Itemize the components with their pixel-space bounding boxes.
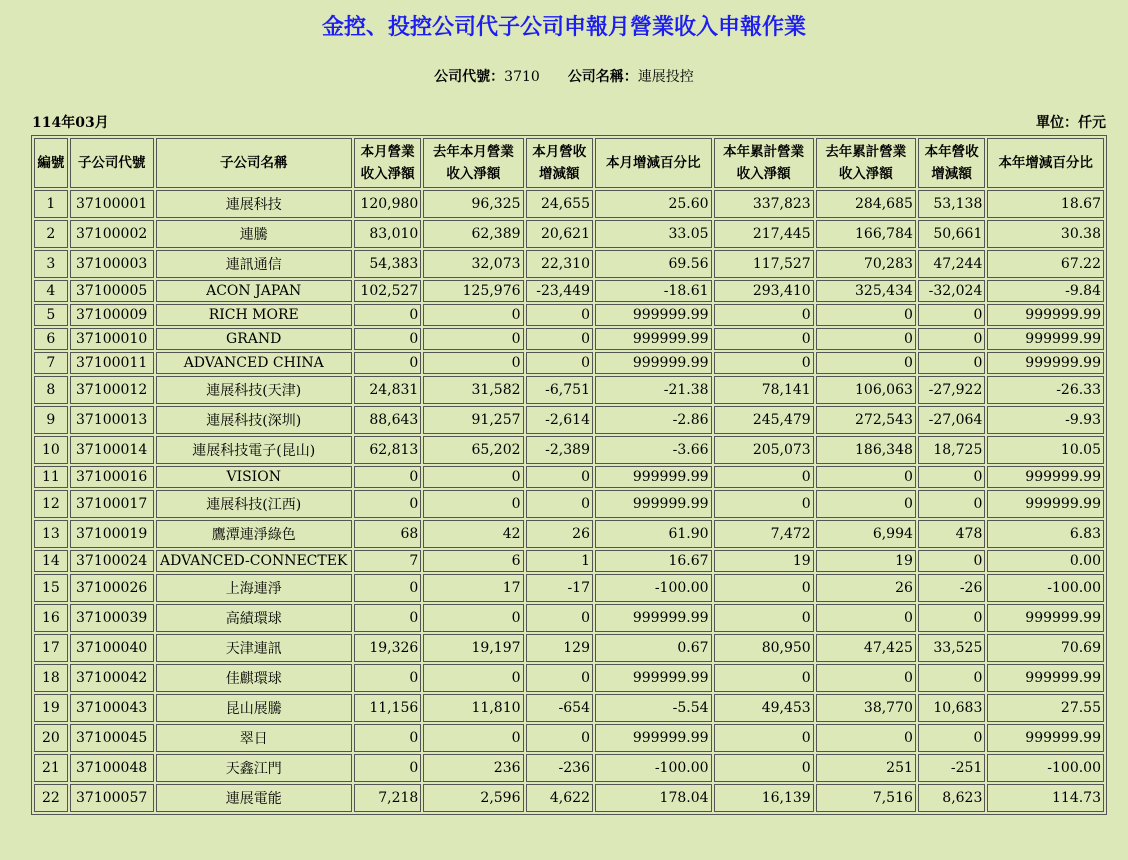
last-ytd-revenue-cell: 0 bbox=[816, 490, 916, 518]
month-change-pct-cell: 25.60 bbox=[595, 190, 712, 218]
ytd-revenue-cell: 0 bbox=[714, 304, 814, 326]
ytd-change-pct-cell: 30.38 bbox=[987, 220, 1104, 248]
ytd-change-pct-cell: -100.00 bbox=[987, 574, 1104, 602]
sub-code-cell: 37100017 bbox=[70, 490, 154, 518]
sub-name-cell: 連展電能 bbox=[156, 784, 352, 812]
ytd-change-cell: 18,725 bbox=[918, 436, 985, 464]
month-change-cell: 0 bbox=[526, 328, 593, 350]
ytd-revenue-cell: 0 bbox=[714, 352, 814, 374]
ytd-change-pct-cell: 114.73 bbox=[987, 784, 1104, 812]
sub-code-cell: 37100002 bbox=[70, 220, 154, 248]
month-change-cell: 129 bbox=[526, 634, 593, 662]
ytd-change-pct-cell: 27.55 bbox=[987, 694, 1104, 722]
last-ytd-revenue-cell: 0 bbox=[816, 328, 916, 350]
ytd-change-cell: -27,064 bbox=[918, 406, 985, 434]
last-year-month-revenue-cell: 62,389 bbox=[423, 220, 523, 248]
last-ytd-revenue-cell: 0 bbox=[816, 664, 916, 692]
last-ytd-revenue-cell: 70,283 bbox=[816, 250, 916, 278]
company-code: 3710 bbox=[504, 69, 540, 85]
ytd-change-cell: 0 bbox=[918, 550, 985, 572]
ytd-change-pct-cell: -26.33 bbox=[987, 376, 1104, 404]
sub-name-cell: 上海連淨 bbox=[156, 574, 352, 602]
sub-code-cell: 37100057 bbox=[70, 784, 154, 812]
ytd-change-pct-cell: 10.05 bbox=[987, 436, 1104, 464]
sub-name-cell: 昆山展騰 bbox=[156, 694, 352, 722]
month-change-pct-cell: 999999.99 bbox=[595, 664, 712, 692]
sub-code-cell: 37100024 bbox=[70, 550, 154, 572]
ytd-change-pct-cell: 999999.99 bbox=[987, 664, 1104, 692]
sub-name-cell: RICH MORE bbox=[156, 304, 352, 326]
month-revenue-cell: 0 bbox=[354, 754, 421, 782]
header-last-ytd-revenue: 去年累計營業 收入淨額 bbox=[816, 138, 916, 188]
last-ytd-revenue-cell: 106,063 bbox=[816, 376, 916, 404]
month-change-pct-cell: -100.00 bbox=[595, 754, 712, 782]
ytd-revenue-cell: 80,950 bbox=[714, 634, 814, 662]
table-row bbox=[34, 520, 1104, 548]
month-change-cell: 1 bbox=[526, 550, 593, 572]
last-year-month-revenue-cell: 31,582 bbox=[423, 376, 523, 404]
ytd-revenue-cell: 78,141 bbox=[714, 376, 814, 404]
table-row bbox=[34, 724, 1104, 752]
ytd-change-pct-cell: 999999.99 bbox=[987, 466, 1104, 488]
table-row bbox=[34, 352, 1104, 374]
month-change-cell: 0 bbox=[526, 604, 593, 632]
ytd-revenue-cell: 49,453 bbox=[714, 694, 814, 722]
sub-code-cell: 37100042 bbox=[70, 664, 154, 692]
ytd-revenue-cell: 293,410 bbox=[714, 280, 814, 302]
row-index-cell: 8 bbox=[34, 376, 68, 404]
sub-name-cell: ACON JAPAN bbox=[156, 280, 352, 302]
month-revenue-cell: 0 bbox=[354, 466, 421, 488]
header-month-revenue: 本月營業 收入淨額 bbox=[354, 138, 421, 188]
month-change-cell: 0 bbox=[526, 724, 593, 752]
month-change-cell: 0 bbox=[526, 664, 593, 692]
ytd-revenue-cell: 0 bbox=[714, 328, 814, 350]
sub-code-cell: 37100012 bbox=[70, 376, 154, 404]
ytd-change-pct-cell: 999999.99 bbox=[987, 604, 1104, 632]
table-row bbox=[34, 694, 1104, 722]
ytd-revenue-cell: 117,527 bbox=[714, 250, 814, 278]
sub-code-cell: 37100040 bbox=[70, 634, 154, 662]
row-index-cell: 13 bbox=[34, 520, 68, 548]
sub-code-cell: 37100001 bbox=[70, 190, 154, 218]
ytd-change-pct-cell: 999999.99 bbox=[987, 328, 1104, 350]
table-row bbox=[34, 784, 1104, 812]
sub-code-cell: 37100011 bbox=[70, 352, 154, 374]
row-index-cell: 9 bbox=[34, 406, 68, 434]
month-change-pct-cell: -2.86 bbox=[595, 406, 712, 434]
table-row bbox=[34, 490, 1104, 518]
row-index-cell: 4 bbox=[34, 280, 68, 302]
sub-name-cell: 連展科技(深圳) bbox=[156, 406, 352, 434]
month-change-pct-cell: 999999.99 bbox=[595, 604, 712, 632]
last-ytd-revenue-cell: 0 bbox=[816, 304, 916, 326]
sub-code-cell: 37100014 bbox=[70, 436, 154, 464]
row-index-cell: 17 bbox=[34, 634, 68, 662]
ytd-revenue-cell: 16,139 bbox=[714, 784, 814, 812]
ytd-change-cell: 10,683 bbox=[918, 694, 985, 722]
sub-name-cell: 連展科技 bbox=[156, 190, 352, 218]
sub-name-cell: 連展科技(天津) bbox=[156, 376, 352, 404]
ytd-change-cell: 33,525 bbox=[918, 634, 985, 662]
company-name: 連展投控 bbox=[637, 69, 694, 85]
last-year-month-revenue-cell: 91,257 bbox=[423, 406, 523, 434]
table-row bbox=[34, 250, 1104, 278]
month-change-pct-cell: 33.05 bbox=[595, 220, 712, 248]
last-ytd-revenue-cell: 47,425 bbox=[816, 634, 916, 662]
table-row bbox=[34, 304, 1104, 326]
ytd-change-pct-cell: -100.00 bbox=[987, 754, 1104, 782]
ytd-change-pct-cell: 0.00 bbox=[987, 550, 1104, 572]
last-ytd-revenue-cell: 186,348 bbox=[816, 436, 916, 464]
ytd-revenue-cell: 0 bbox=[714, 490, 814, 518]
last-year-month-revenue-cell: 32,073 bbox=[423, 250, 523, 278]
month-change-cell: 20,621 bbox=[526, 220, 593, 248]
row-index-cell: 1 bbox=[34, 190, 68, 218]
sub-code-cell: 37100043 bbox=[70, 694, 154, 722]
table-row bbox=[34, 550, 1104, 572]
last-ytd-revenue-cell: 166,784 bbox=[816, 220, 916, 248]
last-ytd-revenue-cell: 6,994 bbox=[816, 520, 916, 548]
month-change-pct-cell: -21.38 bbox=[595, 376, 712, 404]
sub-name-cell: 鷹潭連淨綠色 bbox=[156, 520, 352, 548]
ytd-change-cell: -32,024 bbox=[918, 280, 985, 302]
table-row bbox=[34, 220, 1104, 248]
ytd-revenue-cell: 7,472 bbox=[714, 520, 814, 548]
sub-code-cell: 37100016 bbox=[70, 466, 154, 488]
ytd-change-cell: -26 bbox=[918, 574, 985, 602]
month-change-pct-cell: -3.66 bbox=[595, 436, 712, 464]
ytd-change-pct-cell: 999999.99 bbox=[987, 304, 1104, 326]
row-index-cell: 22 bbox=[34, 784, 68, 812]
table-row bbox=[34, 406, 1104, 434]
last-year-month-revenue-cell: 236 bbox=[423, 754, 523, 782]
month-change-cell: -2,389 bbox=[526, 436, 593, 464]
header-sub-name: 子公司名稱 bbox=[156, 138, 352, 188]
month-revenue-cell: 0 bbox=[354, 604, 421, 632]
last-ytd-revenue-cell: 325,434 bbox=[816, 280, 916, 302]
month-change-cell: 0 bbox=[526, 466, 593, 488]
month-change-pct-cell: 61.90 bbox=[595, 520, 712, 548]
month-change-pct-cell: 999999.99 bbox=[595, 352, 712, 374]
last-ytd-revenue-cell: 19 bbox=[816, 550, 916, 572]
last-ytd-revenue-cell: 7,516 bbox=[816, 784, 916, 812]
month-revenue-cell: 83,010 bbox=[354, 220, 421, 248]
row-index-cell: 15 bbox=[34, 574, 68, 602]
sub-code-cell: 37100045 bbox=[70, 724, 154, 752]
sub-code-cell: 37100026 bbox=[70, 574, 154, 602]
sub-code-cell: 37100003 bbox=[70, 250, 154, 278]
sub-name-cell: 連展科技(江西) bbox=[156, 490, 352, 518]
page-title: 金控、投控公司代子公司申報月營業收入申報作業 bbox=[321, 15, 806, 40]
row-index-cell: 19 bbox=[34, 694, 68, 722]
row-index-cell: 6 bbox=[34, 328, 68, 350]
last-ytd-revenue-cell: 0 bbox=[816, 466, 916, 488]
row-index-cell: 18 bbox=[34, 664, 68, 692]
last-year-month-revenue-cell: 0 bbox=[423, 490, 523, 518]
month-revenue-cell: 19,326 bbox=[354, 634, 421, 662]
header-last-year-month-revenue: 去年本月營業 收入淨額 bbox=[423, 138, 523, 188]
month-revenue-cell: 24,831 bbox=[354, 376, 421, 404]
month-change-cell: 0 bbox=[526, 490, 593, 518]
table-row bbox=[34, 190, 1104, 218]
last-year-month-revenue-cell: 125,976 bbox=[423, 280, 523, 302]
last-ytd-revenue-cell: 38,770 bbox=[816, 694, 916, 722]
month-change-pct-cell: -18.61 bbox=[595, 280, 712, 302]
sub-name-cell: 天津連訊 bbox=[156, 634, 352, 662]
ytd-change-cell: -251 bbox=[918, 754, 985, 782]
row-index-cell: 21 bbox=[34, 754, 68, 782]
table-row bbox=[34, 436, 1104, 464]
row-index-cell: 20 bbox=[34, 724, 68, 752]
month-change-cell: -23,449 bbox=[526, 280, 593, 302]
month-change-pct-cell: 999999.99 bbox=[595, 328, 712, 350]
row-index-cell: 7 bbox=[34, 352, 68, 374]
ytd-change-pct-cell: 70.69 bbox=[987, 634, 1104, 662]
last-year-month-revenue-cell: 0 bbox=[423, 328, 523, 350]
sub-code-cell: 37100005 bbox=[70, 280, 154, 302]
table-row bbox=[34, 664, 1104, 692]
table-row bbox=[34, 604, 1104, 632]
month-revenue-cell: 7,218 bbox=[354, 784, 421, 812]
header-ytd-change-pct: 本年增減百分比 bbox=[987, 138, 1104, 188]
table-row bbox=[34, 754, 1104, 782]
last-year-month-revenue-cell: 96,325 bbox=[423, 190, 523, 218]
last-year-month-revenue-cell: 65,202 bbox=[423, 436, 523, 464]
month-change-pct-cell: 178.04 bbox=[595, 784, 712, 812]
table-header-row bbox=[34, 138, 1104, 188]
table-row bbox=[34, 634, 1104, 662]
unit-label: 單位：仟元 bbox=[1036, 115, 1106, 131]
sub-name-cell: 天鑫江門 bbox=[156, 754, 352, 782]
last-year-month-revenue-cell: 0 bbox=[423, 664, 523, 692]
ytd-revenue-cell: 205,073 bbox=[714, 436, 814, 464]
ytd-revenue-cell: 19 bbox=[714, 550, 814, 572]
month-revenue-cell: 102,527 bbox=[354, 280, 421, 302]
last-ytd-revenue-cell: 284,685 bbox=[816, 190, 916, 218]
month-change-cell: 0 bbox=[526, 304, 593, 326]
sub-name-cell: 連展科技電子(昆山) bbox=[156, 436, 352, 464]
sub-code-cell: 37100039 bbox=[70, 604, 154, 632]
row-index-cell: 2 bbox=[34, 220, 68, 248]
sub-code-cell: 37100009 bbox=[70, 304, 154, 326]
sub-code-cell: 37100019 bbox=[70, 520, 154, 548]
report-period: 114年03月 bbox=[32, 115, 109, 131]
row-index-cell: 10 bbox=[34, 436, 68, 464]
month-revenue-cell: 11,156 bbox=[354, 694, 421, 722]
ytd-revenue-cell: 245,479 bbox=[714, 406, 814, 434]
header-month-change-pct: 本月增減百分比 bbox=[595, 138, 712, 188]
month-revenue-cell: 54,383 bbox=[354, 250, 421, 278]
row-index-cell: 16 bbox=[34, 604, 68, 632]
ytd-revenue-cell: 0 bbox=[714, 466, 814, 488]
ytd-change-cell: 0 bbox=[918, 466, 985, 488]
ytd-revenue-cell: 0 bbox=[714, 664, 814, 692]
sub-name-cell: ADVANCED-CONNECTEK bbox=[156, 550, 352, 572]
ytd-change-cell: 0 bbox=[918, 664, 985, 692]
month-change-cell: -654 bbox=[526, 694, 593, 722]
ytd-change-pct-cell: 999999.99 bbox=[987, 352, 1104, 374]
month-revenue-cell: 0 bbox=[354, 352, 421, 374]
sub-name-cell: 連訊通信 bbox=[156, 250, 352, 278]
ytd-change-cell: 47,244 bbox=[918, 250, 985, 278]
month-change-cell: 4,622 bbox=[526, 784, 593, 812]
ytd-change-cell: 0 bbox=[918, 304, 985, 326]
ytd-change-cell: -27,922 bbox=[918, 376, 985, 404]
month-change-cell: 26 bbox=[526, 520, 593, 548]
ytd-change-cell: 0 bbox=[918, 328, 985, 350]
last-year-month-revenue-cell: 0 bbox=[423, 304, 523, 326]
ytd-change-pct-cell: 6.83 bbox=[987, 520, 1104, 548]
company-code-label: 公司代號： bbox=[434, 69, 505, 85]
header-month-change: 本月營收 增減額 bbox=[526, 138, 593, 188]
ytd-revenue-cell: 0 bbox=[714, 724, 814, 752]
last-year-month-revenue-cell: 0 bbox=[423, 604, 523, 632]
month-revenue-cell: 88,643 bbox=[354, 406, 421, 434]
company-name-label: 公司名稱： bbox=[567, 69, 638, 85]
ytd-revenue-cell: 0 bbox=[714, 604, 814, 632]
last-year-month-revenue-cell: 17 bbox=[423, 574, 523, 602]
table-row bbox=[34, 574, 1104, 602]
month-revenue-cell: 7 bbox=[354, 550, 421, 572]
ytd-change-cell: 8,623 bbox=[918, 784, 985, 812]
row-index-cell: 3 bbox=[34, 250, 68, 278]
row-index-cell: 12 bbox=[34, 490, 68, 518]
table-row bbox=[34, 328, 1104, 350]
last-year-month-revenue-cell: 42 bbox=[423, 520, 523, 548]
month-revenue-cell: 0 bbox=[354, 304, 421, 326]
month-change-pct-cell: 999999.99 bbox=[595, 490, 712, 518]
last-year-month-revenue-cell: 6 bbox=[423, 550, 523, 572]
month-change-cell: -17 bbox=[526, 574, 593, 602]
sub-name-cell: 高績環球 bbox=[156, 604, 352, 632]
month-change-pct-cell: 69.56 bbox=[595, 250, 712, 278]
ytd-revenue-cell: 337,823 bbox=[714, 190, 814, 218]
last-ytd-revenue-cell: 251 bbox=[816, 754, 916, 782]
ytd-change-pct-cell: 999999.99 bbox=[987, 490, 1104, 518]
ytd-change-pct-cell: 999999.99 bbox=[987, 724, 1104, 752]
header-ytd-revenue: 本年累計營業 收入淨額 bbox=[714, 138, 814, 188]
ytd-change-pct-cell: -9.93 bbox=[987, 406, 1104, 434]
last-year-month-revenue-cell: 0 bbox=[423, 466, 523, 488]
last-year-month-revenue-cell: 0 bbox=[423, 724, 523, 752]
last-year-month-revenue-cell: 19,197 bbox=[423, 634, 523, 662]
ytd-change-cell: 53,138 bbox=[918, 190, 985, 218]
row-index-cell: 11 bbox=[34, 466, 68, 488]
month-change-cell: 22,310 bbox=[526, 250, 593, 278]
ytd-revenue-cell: 0 bbox=[714, 754, 814, 782]
month-change-pct-cell: 999999.99 bbox=[595, 466, 712, 488]
row-index-cell: 14 bbox=[34, 550, 68, 572]
month-change-pct-cell: 0.67 bbox=[595, 634, 712, 662]
ytd-change-pct-cell: -9.84 bbox=[987, 280, 1104, 302]
ytd-change-cell: 0 bbox=[918, 490, 985, 518]
last-year-month-revenue-cell: 2,596 bbox=[423, 784, 523, 812]
ytd-change-cell: 0 bbox=[918, 724, 985, 752]
month-change-pct-cell: 16.67 bbox=[595, 550, 712, 572]
header-ytd-change: 本年營收 增減額 bbox=[918, 138, 985, 188]
ytd-revenue-cell: 0 bbox=[714, 574, 814, 602]
last-ytd-revenue-cell: 0 bbox=[816, 604, 916, 632]
ytd-change-cell: 50,661 bbox=[918, 220, 985, 248]
sub-name-cell: 連騰 bbox=[156, 220, 352, 248]
month-revenue-cell: 0 bbox=[354, 490, 421, 518]
last-ytd-revenue-cell: 0 bbox=[816, 724, 916, 752]
sub-name-cell: ADVANCED CHINA bbox=[156, 352, 352, 374]
table-row bbox=[34, 280, 1104, 302]
month-revenue-cell: 68 bbox=[354, 520, 421, 548]
sub-code-cell: 37100010 bbox=[70, 328, 154, 350]
month-change-cell: -236 bbox=[526, 754, 593, 782]
ytd-change-cell: 0 bbox=[918, 604, 985, 632]
table-row bbox=[34, 466, 1104, 488]
month-revenue-cell: 0 bbox=[354, 724, 421, 752]
last-year-month-revenue-cell: 11,810 bbox=[423, 694, 523, 722]
ytd-change-cell: 478 bbox=[918, 520, 985, 548]
month-change-cell: -6,751 bbox=[526, 376, 593, 404]
sub-name-cell: GRAND bbox=[156, 328, 352, 350]
row-index-cell: 5 bbox=[34, 304, 68, 326]
month-revenue-cell: 120,980 bbox=[354, 190, 421, 218]
revenue-table bbox=[31, 135, 1107, 815]
month-change-cell: 24,655 bbox=[526, 190, 593, 218]
month-change-pct-cell: -5.54 bbox=[595, 694, 712, 722]
month-change-cell: -2,614 bbox=[526, 406, 593, 434]
sub-name-cell: 佳麒環球 bbox=[156, 664, 352, 692]
month-revenue-cell: 0 bbox=[354, 664, 421, 692]
last-year-month-revenue-cell: 0 bbox=[423, 352, 523, 374]
header-sub-code: 子公司代號 bbox=[70, 138, 154, 188]
ytd-change-pct-cell: 67.22 bbox=[987, 250, 1104, 278]
month-change-cell: 0 bbox=[526, 352, 593, 374]
last-ytd-revenue-cell: 0 bbox=[816, 352, 916, 374]
ytd-change-pct-cell: 18.67 bbox=[987, 190, 1104, 218]
month-revenue-cell: 0 bbox=[354, 328, 421, 350]
month-change-pct-cell: -100.00 bbox=[595, 574, 712, 602]
month-change-pct-cell: 999999.99 bbox=[595, 304, 712, 326]
ytd-revenue-cell: 217,445 bbox=[714, 220, 814, 248]
sub-code-cell: 37100013 bbox=[70, 406, 154, 434]
month-change-pct-cell: 999999.99 bbox=[595, 724, 712, 752]
company-info bbox=[0, 66, 1128, 86]
table-row bbox=[34, 376, 1104, 404]
sub-name-cell: 翠日 bbox=[156, 724, 352, 752]
ytd-change-cell: 0 bbox=[918, 352, 985, 374]
month-revenue-cell: 62,813 bbox=[354, 436, 421, 464]
sub-name-cell: VISION bbox=[156, 466, 352, 488]
month-revenue-cell: 0 bbox=[354, 574, 421, 602]
sub-code-cell: 37100048 bbox=[70, 754, 154, 782]
header-index: 編號 bbox=[34, 138, 68, 188]
last-ytd-revenue-cell: 272,543 bbox=[816, 406, 916, 434]
last-ytd-revenue-cell: 26 bbox=[816, 574, 916, 602]
